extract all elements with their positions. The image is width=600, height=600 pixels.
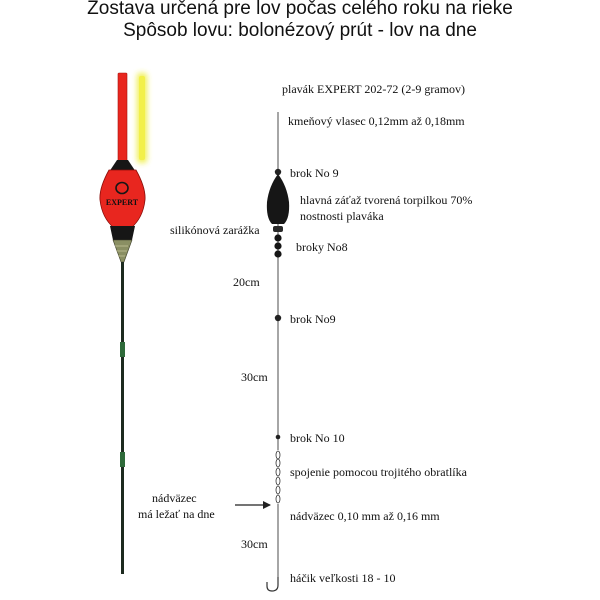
glow-antenna [139, 76, 145, 160]
label-main-weight-2: nostnosti plaváka [300, 209, 384, 223]
hook-icon [267, 577, 278, 591]
shot-no8-1 [274, 234, 281, 241]
silicone-stop [273, 226, 283, 232]
label-main-line: kmeňový vlasec 0,12mm až 0,18mm [288, 114, 465, 128]
label-shot-no10: brok No 10 [290, 431, 345, 445]
label-dist-30-lower: 30cm [241, 537, 268, 551]
rig [235, 112, 289, 591]
float-illustration [100, 73, 147, 574]
diagram-title-line2: Spôsob lovu: bolonézový prút - lov na dne [123, 20, 477, 41]
label-shot-no9-mid: brok No9 [290, 312, 336, 326]
float-lower-body [110, 226, 135, 240]
red-antenna [118, 73, 127, 165]
diagram-title-line1: Zostava určená pre lov počas celého roku na rieke [87, 0, 513, 19]
shot-no8-2 [274, 242, 281, 249]
label-dist-20: 20cm [233, 275, 260, 289]
label-leader-note-1: nádväzec [152, 491, 197, 505]
label-hook: háčik veľkosti 18 - 10 [290, 571, 396, 585]
label-silicone-stop: silikónová zarážka [170, 223, 260, 237]
label-float-model: plavák EXPERT 202-72 (2-9 gramov) [282, 82, 466, 96]
label-main-weight-1: hlavná záťaž tvorená torpilkou 70% [300, 193, 473, 207]
label-dist-30-upper: 30cm [241, 370, 268, 384]
leader-arrow-head [263, 501, 271, 509]
stem-ring-lower [120, 452, 125, 467]
label-leader: nádväzec 0,10 mm až 0,16 mm [290, 509, 440, 523]
label-swivel: spojenie pomocou trojitého obratlíka [290, 465, 467, 479]
stem-ring-upper [120, 342, 125, 357]
shot-no8-3 [274, 250, 281, 257]
torpedo-weight [267, 174, 289, 224]
logo-text: EXPERT [105, 198, 139, 207]
rig-labels [138, 82, 472, 585]
label-shot-no9-top: brok No 9 [290, 166, 339, 180]
shot-no9-mid [275, 315, 281, 321]
label-leader-note-2: má ležať na dne [138, 507, 215, 521]
float-stem [121, 262, 124, 574]
shot-no10 [276, 435, 281, 440]
triple-swivel [276, 451, 280, 503]
label-shots-no8: broky No8 [296, 240, 348, 254]
